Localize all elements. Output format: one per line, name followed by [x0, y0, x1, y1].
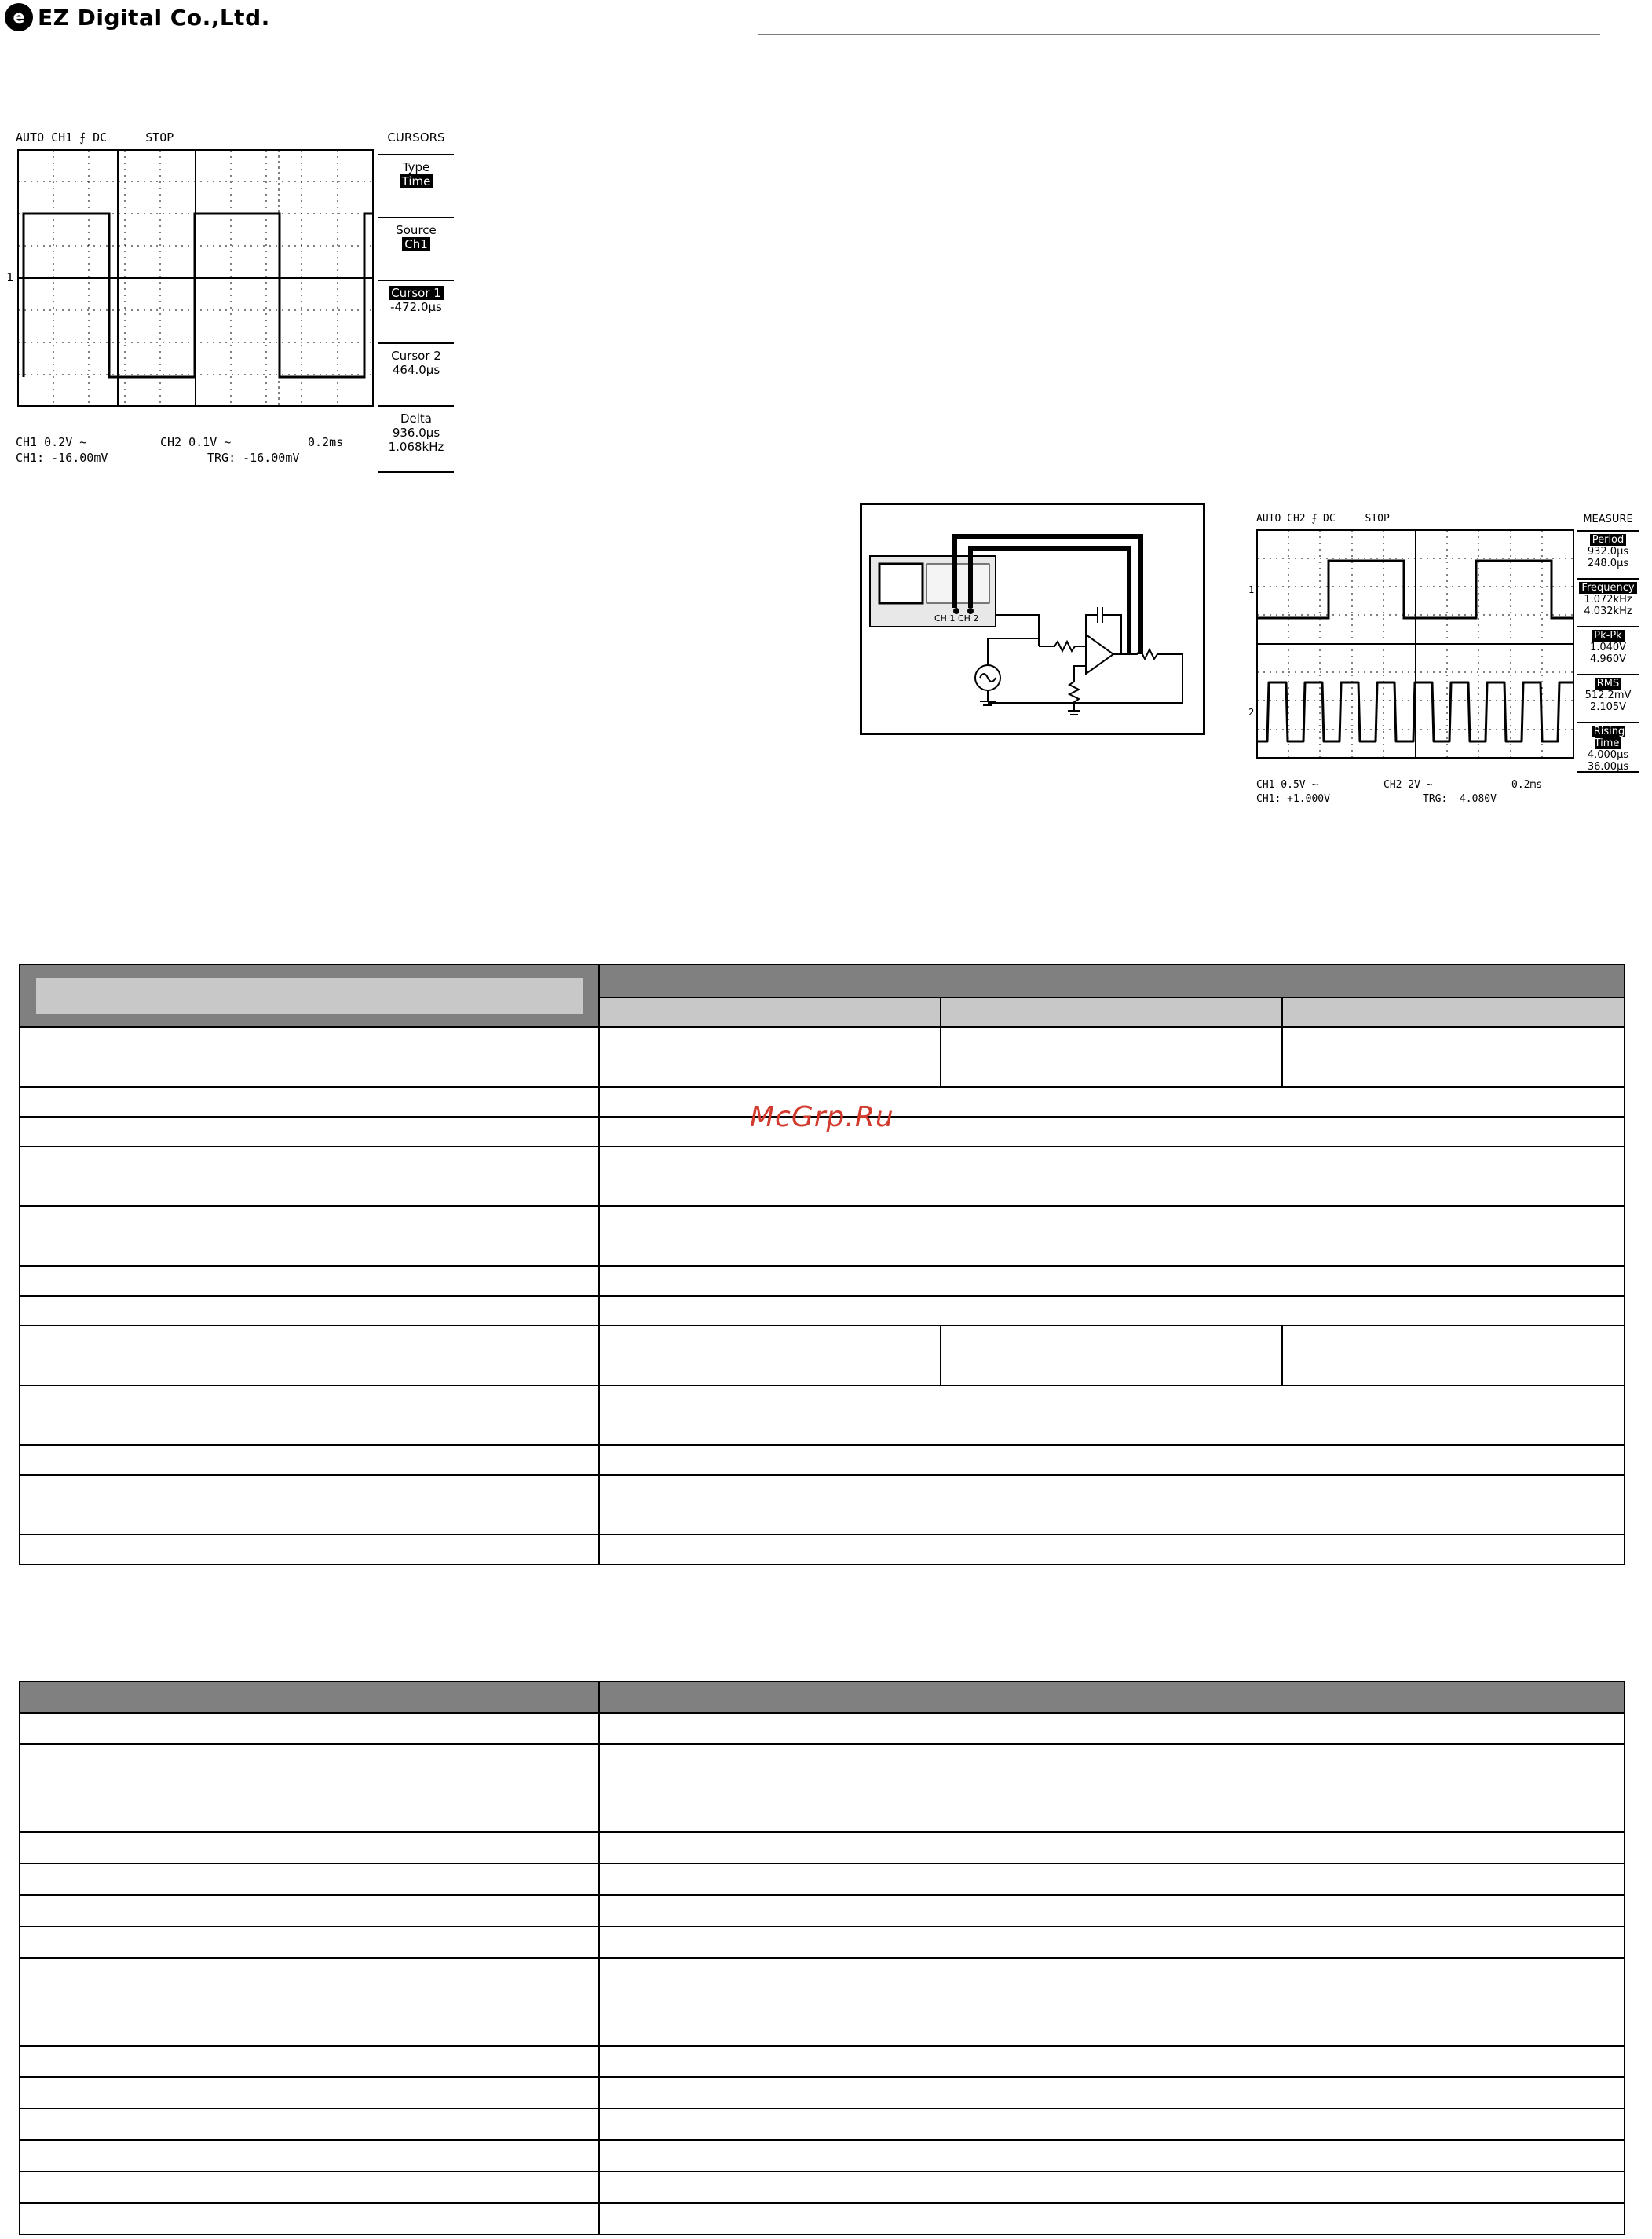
table2-header-item [20, 1681, 599, 1713]
scope2-ch1-scale: CH1 0.5V ~ [1256, 779, 1318, 791]
measure-menu-title: MEASURE [1583, 514, 1633, 525]
menu-source-label: Source [396, 223, 437, 237]
table-row [20, 1027, 1625, 1087]
scope1-run-state: STOP [145, 130, 174, 145]
menu-cursor1-label: Cursor 1 [389, 286, 444, 300]
menu-type-value: Time [400, 174, 433, 188]
menu-type-label: Type [402, 160, 430, 174]
measure-period-label: Period [1590, 534, 1627, 546]
table2-header-spec [599, 1681, 1625, 1713]
table-row [20, 1385, 1625, 1445]
scope1-timebase: 0.2ms [308, 435, 344, 449]
menu-delta-label: Delta [400, 412, 433, 426]
menu-source-value: Ch1 [402, 237, 430, 251]
scope2-timebase: 0.2ms [1511, 779, 1543, 791]
scope2-trg-readout: TRG: -4.080V [1423, 793, 1497, 805]
scope1-ch2-scale: CH2 0.1V ~ [160, 435, 232, 449]
menu-delta-value: 936.0µs [392, 426, 440, 440]
input-resistor [1039, 642, 1086, 651]
scope2-ch1-marker: 1 [1248, 584, 1255, 595]
measure-pkpk-label: Pk-Pk [1592, 630, 1624, 642]
measure-rms-ch2: 2.105V [1589, 701, 1627, 713]
scope2-mode: AUTO [1256, 513, 1281, 525]
table-row [20, 2046, 1625, 2077]
table-row [20, 1326, 1625, 1385]
table1-header-item [20, 964, 599, 1027]
scope2-status [1256, 513, 1390, 525]
logo-mark-icon: e [5, 3, 33, 31]
scope-screen-measure [1248, 510, 1641, 817]
measure-frequency-ch2: 4.032kHz [1584, 605, 1632, 617]
scope1-trigger: CH1 ⨍ DC [51, 130, 108, 145]
table-row [20, 1926, 1625, 1958]
measure-rising-time-label: Rising Time [1592, 726, 1625, 749]
table1-header-spec [599, 964, 1625, 997]
measure-rising-time-ch2: 36.00µs [1587, 761, 1629, 773]
menu-cursor2-value: 464.0µs [392, 363, 440, 377]
table-row [20, 1864, 1625, 1895]
oscilloscope-screen [879, 564, 923, 603]
company-logo [5, 3, 270, 31]
scope2-ch2-scale: CH2 2V ~ [1383, 779, 1433, 791]
ground-resistor [1069, 666, 1086, 711]
table1-subheader-model-3 [1282, 997, 1625, 1027]
header-rule [758, 34, 1600, 35]
table-row [20, 1147, 1625, 1206]
table-row [20, 2203, 1625, 2234]
cursors-menu-title: CURSORS [387, 130, 445, 145]
measure-pkpk[interactable] [1577, 626, 1639, 674]
cursor-menu-delta[interactable] [378, 405, 454, 473]
table-row [20, 1206, 1625, 1266]
table1-subheader-model-2 [941, 997, 1282, 1027]
measure-rising-time-ch1: 4.000µs [1587, 749, 1629, 761]
table-row [20, 1713, 1625, 1744]
scope1-mode: AUTO [16, 130, 45, 145]
scope1-trg-readout: TRG: -16.00mV [207, 451, 300, 465]
scope-screen-cursors [6, 129, 455, 470]
scope2-ch1-readout: CH1: +1.000V [1256, 793, 1330, 805]
scope2-trigger: CH2 ⨍ DC [1287, 513, 1336, 525]
table-row [20, 2077, 1625, 2109]
measure-period-ch2: 248.0µs [1587, 558, 1629, 569]
cursor-menu-cursor2[interactable] [378, 342, 454, 405]
scope2-ch2-marker: 2 [1248, 707, 1255, 718]
table2-header-row [20, 1681, 1625, 1713]
table-row [20, 1475, 1625, 1535]
op-amp-icon [1086, 635, 1113, 674]
scope1-ch1-readout: CH1: -16.00mV [16, 451, 108, 465]
measure-menu [1577, 514, 1639, 773]
cursor-menu-cursor1[interactable] [378, 280, 454, 342]
watermark: McGrp.Ru [750, 1101, 894, 1133]
measure-rms-ch1: 512.2mV [1584, 690, 1632, 701]
spec-table-2 [19, 1681, 1625, 2235]
table-row [20, 1296, 1625, 1326]
scope1-status [16, 130, 174, 145]
measure-period-ch1: 932.0µs [1587, 546, 1629, 558]
table-row [20, 1266, 1625, 1296]
scope2-run-state: STOP [1365, 513, 1390, 525]
measure-pkpk-ch2: 4.960V [1589, 653, 1627, 665]
table-row [20, 1832, 1625, 1864]
menu-delta-frequency: 1.068kHz [388, 440, 444, 454]
scope1-ch1-scale: CH1 0.2V ~ [16, 435, 87, 449]
table-row [20, 2140, 1625, 2171]
measure-frequency-ch1: 1.072kHz [1584, 594, 1632, 605]
measure-rms-label: RMS [1595, 678, 1622, 690]
cursor-menu-source[interactable] [378, 217, 454, 280]
table-row [20, 1535, 1625, 1564]
measure-frequency-label: Frequency [1579, 582, 1636, 594]
table-row [20, 1958, 1625, 2046]
menu-cursor1-value: -472.0µs [390, 300, 442, 314]
company-name: EZ Digital Co.,Ltd. [38, 4, 270, 31]
spec-table-1 [19, 964, 1625, 1565]
cursor-menu-type[interactable] [378, 154, 454, 217]
measure-rising-time[interactable] [1577, 722, 1639, 773]
scope1-ch1-marker: 1 [6, 270, 14, 284]
table-row [20, 1895, 1625, 1926]
probe-channel-labels: CH 1 CH 2 [934, 613, 979, 624]
scope1-graticule [17, 149, 374, 407]
cursors-menu [378, 130, 454, 473]
menu-cursor2-label: Cursor 2 [391, 349, 441, 363]
measure-frequency[interactable] [1577, 578, 1639, 626]
table-row [20, 2171, 1625, 2203]
table-row [20, 1445, 1625, 1475]
scope2-graticule [1256, 529, 1574, 759]
circuit-diagram [860, 503, 1205, 735]
table-row [20, 1744, 1625, 1832]
table-row [20, 2109, 1625, 2140]
measure-pkpk-ch1: 1.040V [1589, 642, 1627, 653]
measure-rms[interactable] [1577, 674, 1639, 722]
circuit-drawing [862, 505, 1203, 733]
table1-header-row [20, 964, 1625, 997]
measure-period[interactable] [1577, 530, 1639, 578]
table1-subheader-model-1 [599, 997, 941, 1027]
oscilloscope-panel [927, 564, 989, 603]
